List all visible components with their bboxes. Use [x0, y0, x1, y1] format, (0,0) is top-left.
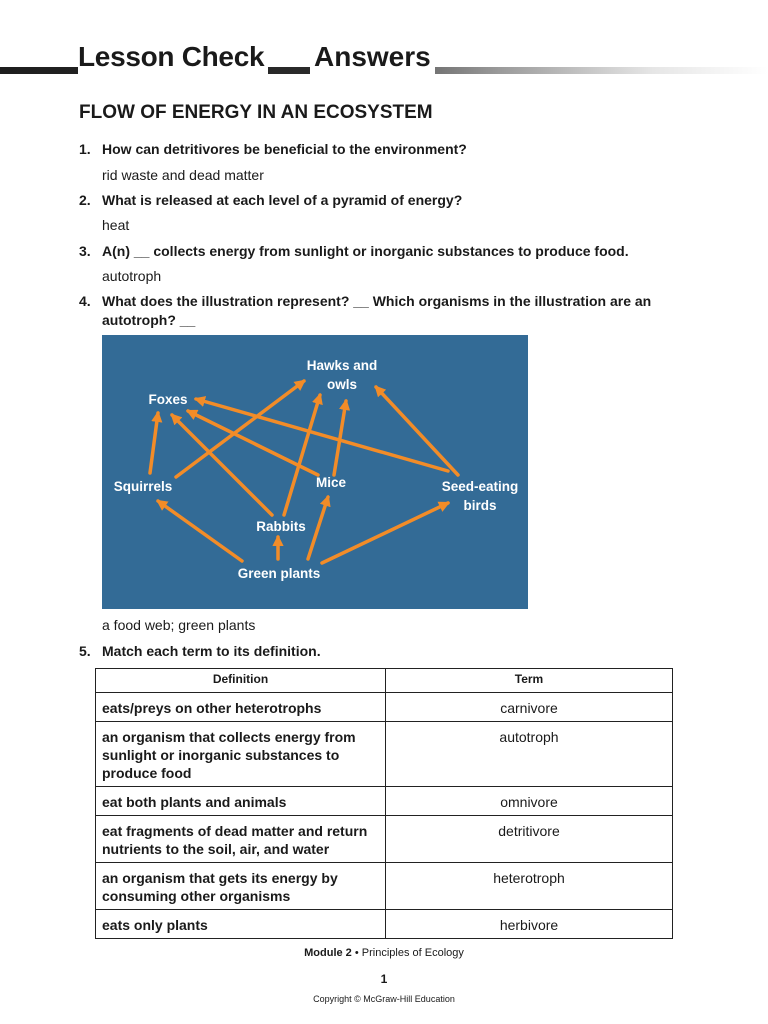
matching-table: [95, 668, 673, 939]
label-hawks-and-owls-line2: owls: [326, 377, 358, 392]
food-web-illustration: [102, 335, 528, 609]
header-answers: Answers: [310, 40, 435, 74]
question-number: 2.: [79, 192, 91, 208]
label-mice: Mice: [315, 475, 347, 490]
definition-cell: an organism that gets its energy by consuming other organisms: [96, 863, 386, 910]
footer-module: [0, 947, 768, 959]
definition-cell: eat both plants and animals: [96, 787, 386, 816]
footer-module-title: Principles of Ecology: [361, 947, 464, 959]
term-cell: omnivore: [386, 787, 673, 816]
question-text: What is released at each level of a pyramid of energy?: [102, 192, 463, 208]
answer-3: autotroph: [102, 268, 162, 284]
table-row: [96, 816, 673, 863]
answer-1: rid waste and dead matter: [102, 167, 264, 183]
label-hawks-and-owls: Hawks and: [306, 358, 378, 373]
definition-cell: eats/preys on other heterotrophs: [96, 693, 386, 722]
question-text: A(n) __ collects energy from sunlight or inorganic substances to produce food.: [102, 243, 629, 259]
term-cell: carnivore: [386, 693, 673, 722]
column-header-term: Term: [386, 669, 673, 693]
table-header-row: [96, 669, 673, 693]
label-seed-eating-birds-line2: birds: [463, 498, 497, 513]
question-number: 5.: [79, 643, 91, 659]
term-cell: herbivore: [386, 910, 673, 939]
answer-4: a food web; green plants: [102, 617, 256, 633]
question-text: How can detritivores be beneficial to the environment?: [102, 141, 467, 157]
question-text: What does the illustration represent? __ Which organisms in the illustration are an autotroph? __: [102, 293, 652, 328]
table-row: [96, 722, 673, 787]
table-row: [96, 693, 673, 722]
question-number: 4.: [79, 293, 91, 309]
header-lesson-check: Lesson Check: [78, 40, 268, 74]
footer-module-name: Module 2: [304, 947, 352, 959]
label-squirrels: Squirrels: [113, 479, 173, 494]
column-header-definition: Definition: [96, 669, 386, 693]
copyright: Copyright © McGraw-Hill Education: [313, 994, 455, 1004]
question-number: 3.: [79, 243, 91, 259]
table-row: [96, 787, 673, 816]
table-row: [96, 910, 673, 939]
page-number: 1: [380, 972, 388, 986]
section-title: FLOW OF ENERGY IN AN ECOSYSTEM: [79, 102, 433, 123]
question-text: Match each term to its definition.: [102, 643, 321, 659]
definition-cell: an organism that collects energy from sunlight or inorganic substances to produce food: [96, 722, 386, 787]
answer-2: heat: [102, 217, 130, 233]
definition-cell: eat fragments of dead matter and return nutrients to the soil, air, and water: [96, 816, 386, 863]
definition-cell: eats only plants: [96, 910, 386, 939]
term-cell: detritivore: [386, 816, 673, 863]
label-foxes: Foxes: [148, 392, 188, 407]
label-green-plants: Green plants: [237, 566, 321, 581]
term-cell: heterotroph: [386, 863, 673, 910]
label-seed-eating-birds: Seed-eating: [441, 479, 519, 494]
footer-separator: •: [351, 947, 362, 959]
question-number: 1.: [79, 141, 91, 157]
term-cell: autotroph: [386, 722, 673, 787]
food-web-svg: [102, 335, 528, 609]
label-rabbits: Rabbits: [256, 519, 306, 534]
table-row: [96, 863, 673, 910]
page-header: [0, 0, 768, 80]
